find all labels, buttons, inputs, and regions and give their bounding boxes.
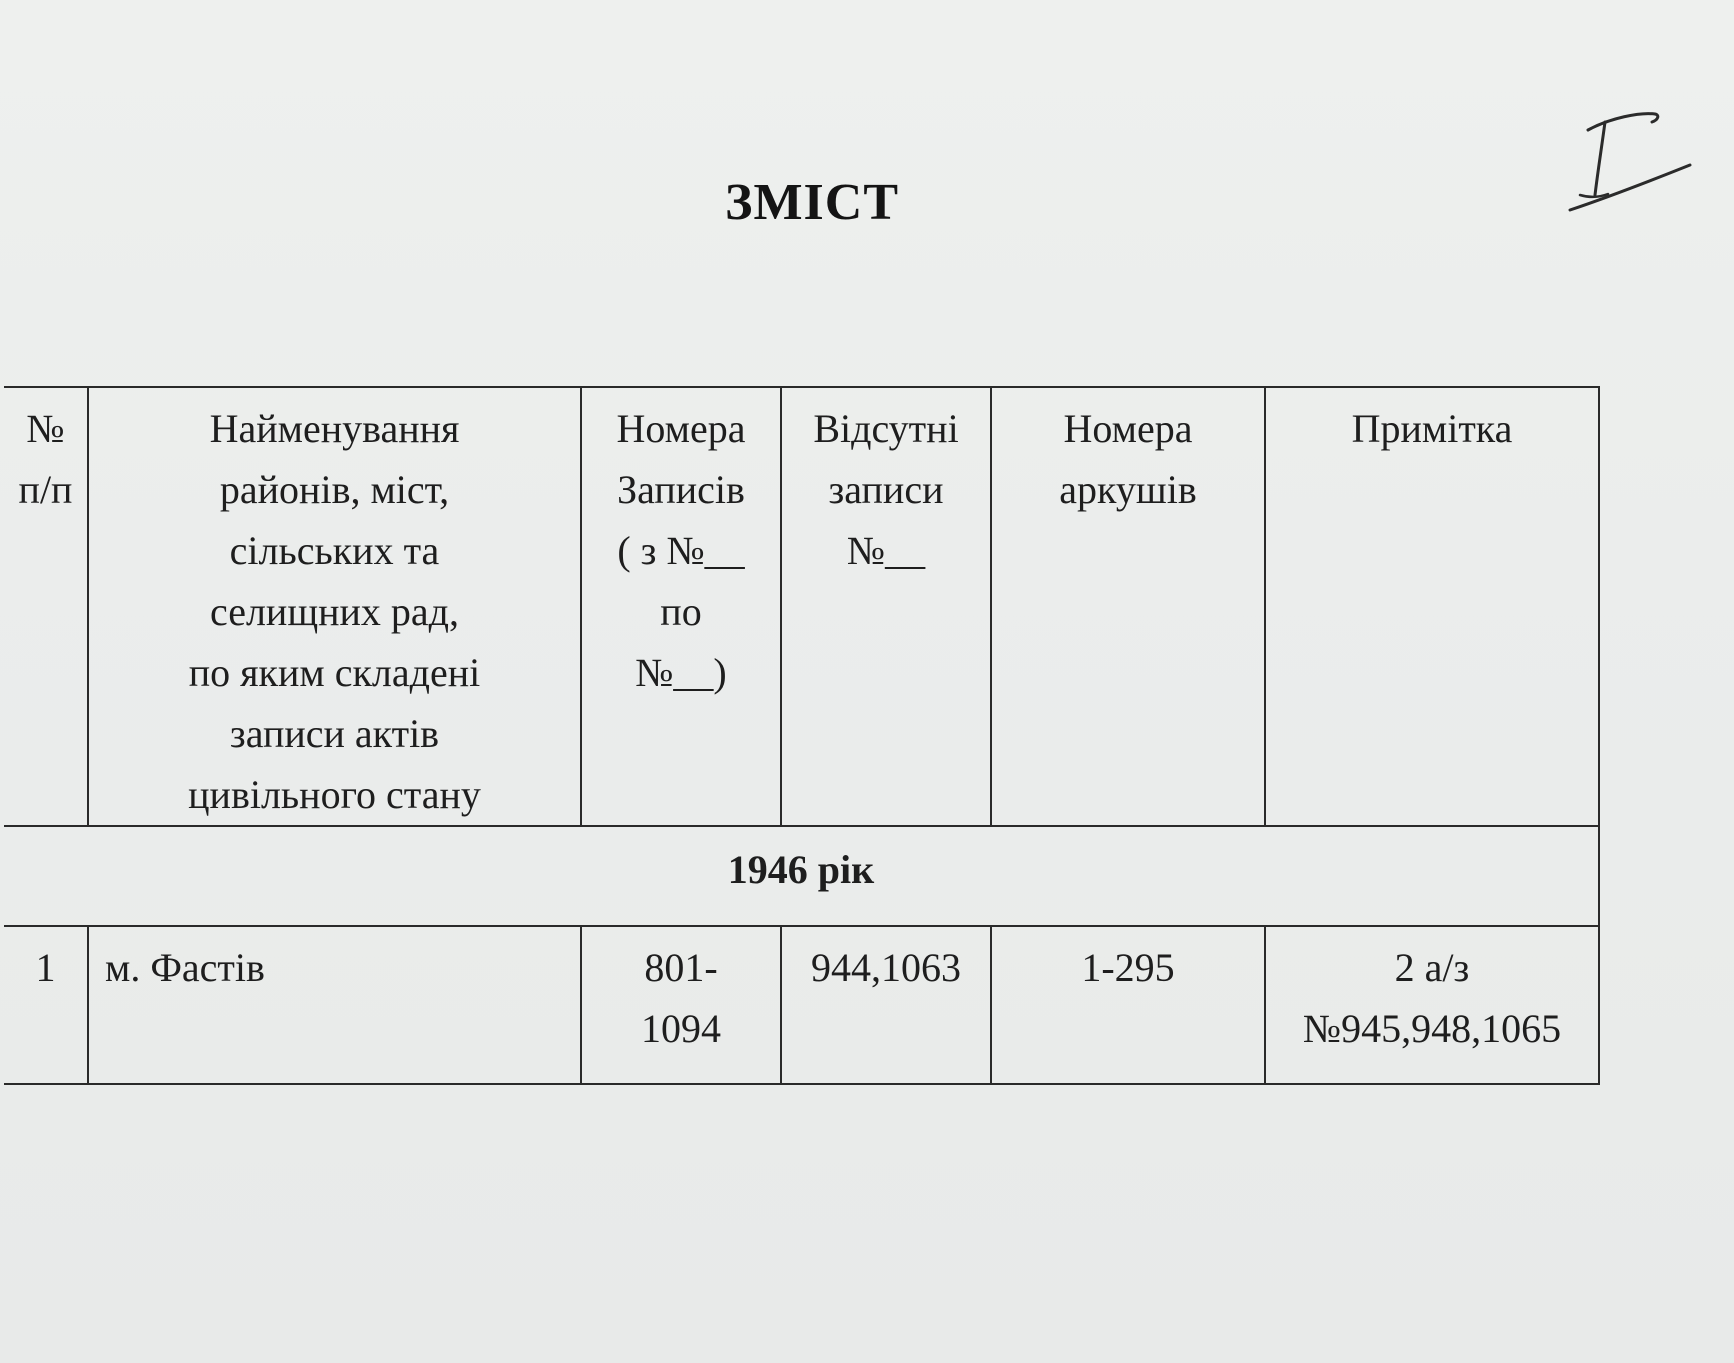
contents-table — [4, 386, 1600, 1085]
header-sheets: Номера аркушів — [991, 387, 1265, 826]
row-sheets: 1-295 — [991, 926, 1265, 1084]
header-records: Номера Записів ( з №__ по №__) — [581, 387, 781, 826]
row-records: 801- 1094 — [581, 926, 781, 1084]
page-title: ЗМІСТ — [725, 174, 899, 231]
header-number: № п/п — [4, 387, 88, 826]
header-name: Найменування районів, міст, сільських та селищних рад, по яким складені записи актів цивільного стану — [88, 387, 581, 826]
row-name: м. Фастів — [88, 926, 581, 1084]
table-row — [4, 926, 1599, 1084]
header-missing: Відсутні записи №__ — [781, 387, 991, 826]
row-number: 1 — [4, 926, 88, 1084]
section-year-label: 1946 рік — [4, 826, 1599, 926]
row-missing: 944,1063 — [781, 926, 991, 1084]
header-note: Примітка — [1265, 387, 1599, 826]
handwritten-roman-numeral-mark — [1560, 100, 1700, 230]
row-note: 2 а/з №945,948,1065 — [1265, 926, 1599, 1084]
section-year-row — [4, 826, 1599, 926]
table-header-row — [4, 387, 1599, 826]
